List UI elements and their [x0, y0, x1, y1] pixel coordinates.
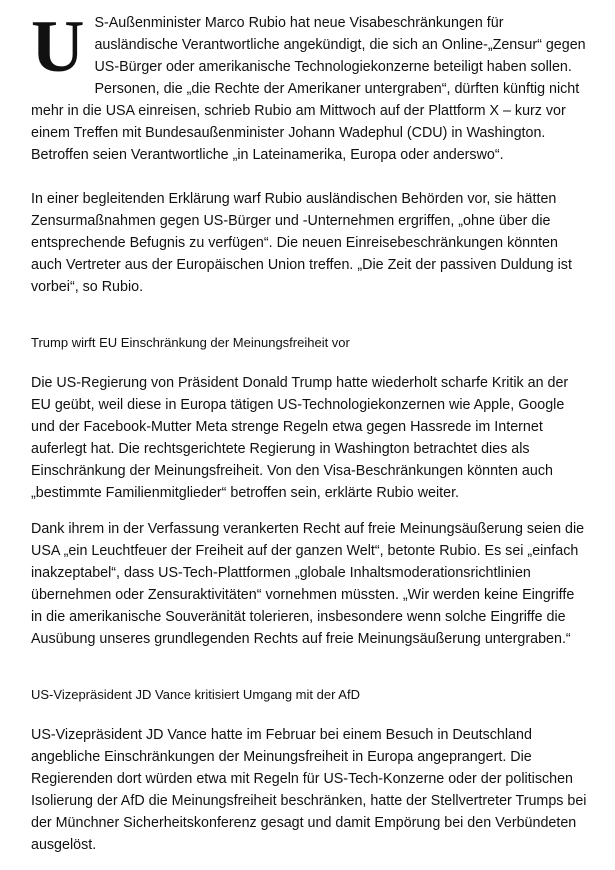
subheading-trump: Trump wirft EU Einschränkung der Meinungsfreiheit vor — [31, 335, 350, 350]
paragraph-3: Die US-Regierung von Präsident Donald Trump hatte wiederholt scharfe Kritik an der EU geübt, weil diese in Europa tätigen US-Technologiekonzernen wie Apple, Google und der Facebook-Mutter Meta strenge Regeln etwa gegen Hassrede im Internet auferlegt hat. Die rechtsgerichtete Regierung in Washington betrachtet dies als Einschränkung der Meinungsfreiheit. Von den Visa-Beschränkungen könnten auch „bestimmte Familienmitglieder“ betroffen sein, erklärte Rubio weiter. — [31, 375, 569, 501]
subheading-vance: US-Vizepräsident JD Vance kritisiert Umgang mit der AfD — [31, 687, 360, 702]
lead-paragraph — [31, 6, 587, 166]
paragraph-4: Dank ihrem in der Verfassung verankerten Recht auf freie Meinungsäußerung seien die USA „ein Leuchtfeuer der Freiheit auf der ganzen Welt“, betonte Rubio. Es sei „einfach inakzeptabel“, dass US-Tech-Plattformen „globale Inhaltsmoderationsrichtlinien übernehmen oder Zensuraktivitäten“ vornehmen müssten. „Wir werden keine Eingriffe in die amerikanische Souveränität tolerieren, insbesondere wenn solche Eingriffe die Ausübung unseres grundlegenden Rechts auf freie Meinungsäußerung untergraben.“ — [31, 521, 585, 647]
paragraph-5: US-Vizepräsident JD Vance hatte im Februar bei einem Besuch in Deutschland angebliche Einschränkungen der Meinungsfreiheit in Europa angeprangert. Die Regierenden dort würden etwa mit Regeln für US-Tech-Konzerne oder der politischen Isolierung der AfD die Meinungsfreiheit beschränken, hatte der Stellvertreter Trumps bei der Münchner Sicherheitskonferenz gesagt und damit Empörung bei den Verbündeten ausgelöst. — [31, 727, 587, 853]
lead-text: S-Außenminister Marco Rubio hat neue Visabeschränkungen für ausländische Verantwortliche angekündigt, die sich an Online-„Zensur“ gegen US-Bürger oder amerikanische Technologiekonzerne beteiligt haben sollen. Personen, die „die Rechte der Amerikaner untergraben“, dürften künftig nicht mehr in die USA einreisen, schrieb Rubio am Mittwoch auf der Plattform X – kurz vor einem Treffen mit Bundesaußenminister Johann Wadephul (CDU) in Washington. Betroffen seien Verantwortliche „in Lateinamerika, Europa oder anderswo“. — [31, 15, 586, 163]
dropcap-letter: U — [31, 6, 85, 88]
paragraph-2: In einer begleitenden Erklärung warf Rubio ausländischen Behörden vor, sie hätten Zensurmaßnahmen gegen US-Bürger und -Unternehmen ergriffen, „ohne über die entsprechende Befugnis zu verfügen“. Die neuen Einreisebeschränkungen könnten auch Vertreter aus der Europäischen Union treffen. „Die Zeit der passiven Duldung ist vorbei“, so Rubio. — [31, 191, 572, 295]
